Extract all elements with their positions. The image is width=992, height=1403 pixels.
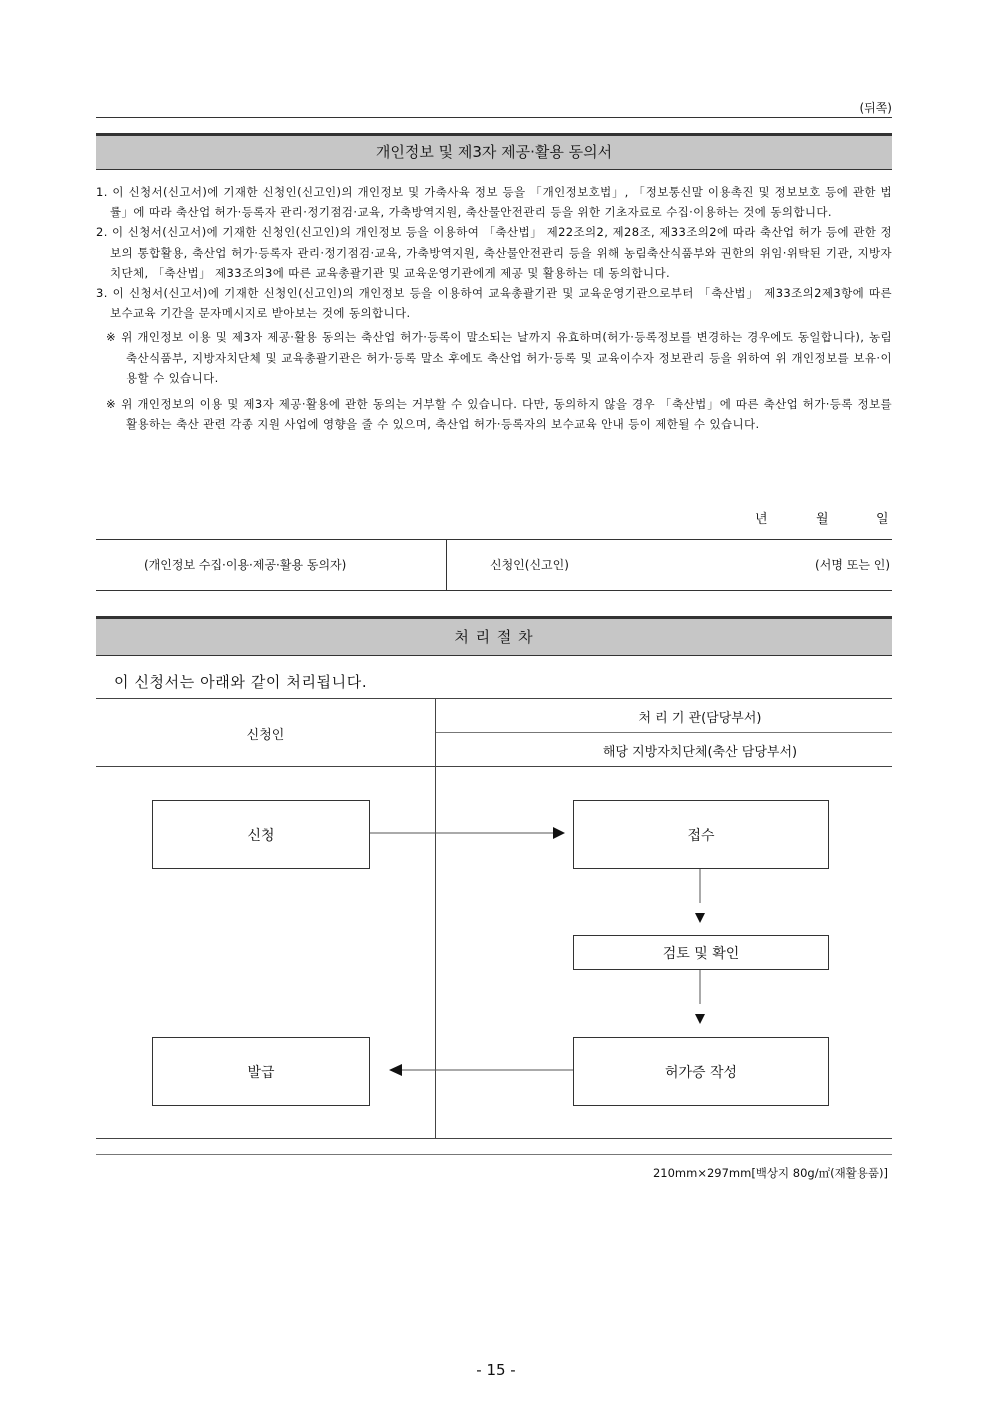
arrow-apply-to-receive [369,827,565,839]
sign-label[interactable]: (서명 또는 인) [815,558,890,572]
arrow-receive-to-review [695,868,705,923]
consent-note-1: ※ 위 개인정보 이용 및 제3자 제공·활용 동의는 축산업 허가·등록이 말소되는 날까지 유효하며(허가·등록정보를 변경하는 경우에도 동일합니다), 농림축산식품부, 지방자치단체 및 교육총괄기관은 허가·등록 말소 후에도 축산업 허가·등록 및 교육이수자 정보관리 등을 위하여 위 개인정보를 보유·이용할 수 있습니다. [106,330,892,385]
col-applicant: 신청인 [246,728,285,743]
col-agency-sub: 해당 지방자치단체(축산 담당부서) [602,745,798,760]
step-apply: 신청 [152,800,370,869]
step-deliver: 발급 [152,1037,370,1106]
consent-item-2: 2. 이 신청서(신고서)에 기재한 신청인(신고인)의 개인정보 등을 이용하여 「축산법」 제22조의2, 제28조, 제33조의2에 따라 축산업 허가 등에 관한 정보의 통합활용, 축산업 허가·등록자 관리·정기점검·교육, 가축방역지원, 축산물안전관리 등을 위해 농림축산식품부와 권한의 위임·위탁된 기관, 지방자치단체, 「축산법」 제33조의3에 따른 교육총괄기관 및 교육운영기관에게 제공 및 활용하는 데 동의합니다. [96,225,892,280]
applicant-label: 신청인(신고인) [490,558,569,572]
consenter-label: (개인정보 수집·이용·제공·활용 동의자) [144,558,347,572]
step-review: 검토 및 확인 [573,935,829,970]
page-number: - 15 - [476,1361,516,1379]
step-issue-permit: 허가증 작성 [573,1037,829,1106]
footer-rule [96,1154,892,1155]
procedure-intro: 이 신청서는 아래와 같이 처리됩니다. [114,673,368,691]
consent-item-1: 1. 이 신청서(신고서)에 기재한 신청인(신고인)의 개인정보 및 가축사육 정보 등을 「개인정보호법」, 「정보통신말 이용촉진 및 정보보호 등에 관한 법률」에 따라 축산업 허가·등록자 관리·정기점검·교육, 가축방역지원, 축산물안전관리 등을 위한 기초자료로 수집·이용하는 것에 동의합니다. [96,185,892,220]
consent-title: 개인정보 및 제3자 제공·활용 동의서 [96,136,892,170]
page-side-label: (뒤쪽) [859,101,892,115]
step-receive: 접수 [573,800,829,869]
procedure-title: 처 리 절 차 [96,619,892,656]
date-year: 년 [755,512,768,527]
col-agency: 처 리 기 관(담당부서) [638,711,762,726]
arrow-review-to-issue [695,969,705,1024]
arrow-issue-to-deliver [389,1064,573,1076]
date-month: 월 [816,512,829,527]
consent-note-2: ※ 위 개인정보의 이용 및 제3자 제공·활용에 관한 동의는 거부할 수 있습니다. 다만, 동의하지 않을 경우 「축산법」에 따른 축산업 허가·등록 정보를 활용하는 축산 관련 각종 지원 사업에 영향을 줄 수 있으며, 축산업 허가·등록자의 보수교육 안내 등이 제한될 수 있습니다. [106,397,892,432]
date-day: 일 [876,512,889,527]
paper-size: 210mm×297mm[백상지 80g/㎡(재활용품)] [652,1166,888,1180]
consent-item-3: 3. 이 신청서(신고서)에 기재한 신청인(신고인)의 개인정보 등을 이용하여 교육총괄기관 및 교육운영기관으로부터 「축산법」 제33조의2제3항에 따른 보수교육 기간을 문자메시지로 받아보는 것에 동의합니다. [96,286,892,321]
